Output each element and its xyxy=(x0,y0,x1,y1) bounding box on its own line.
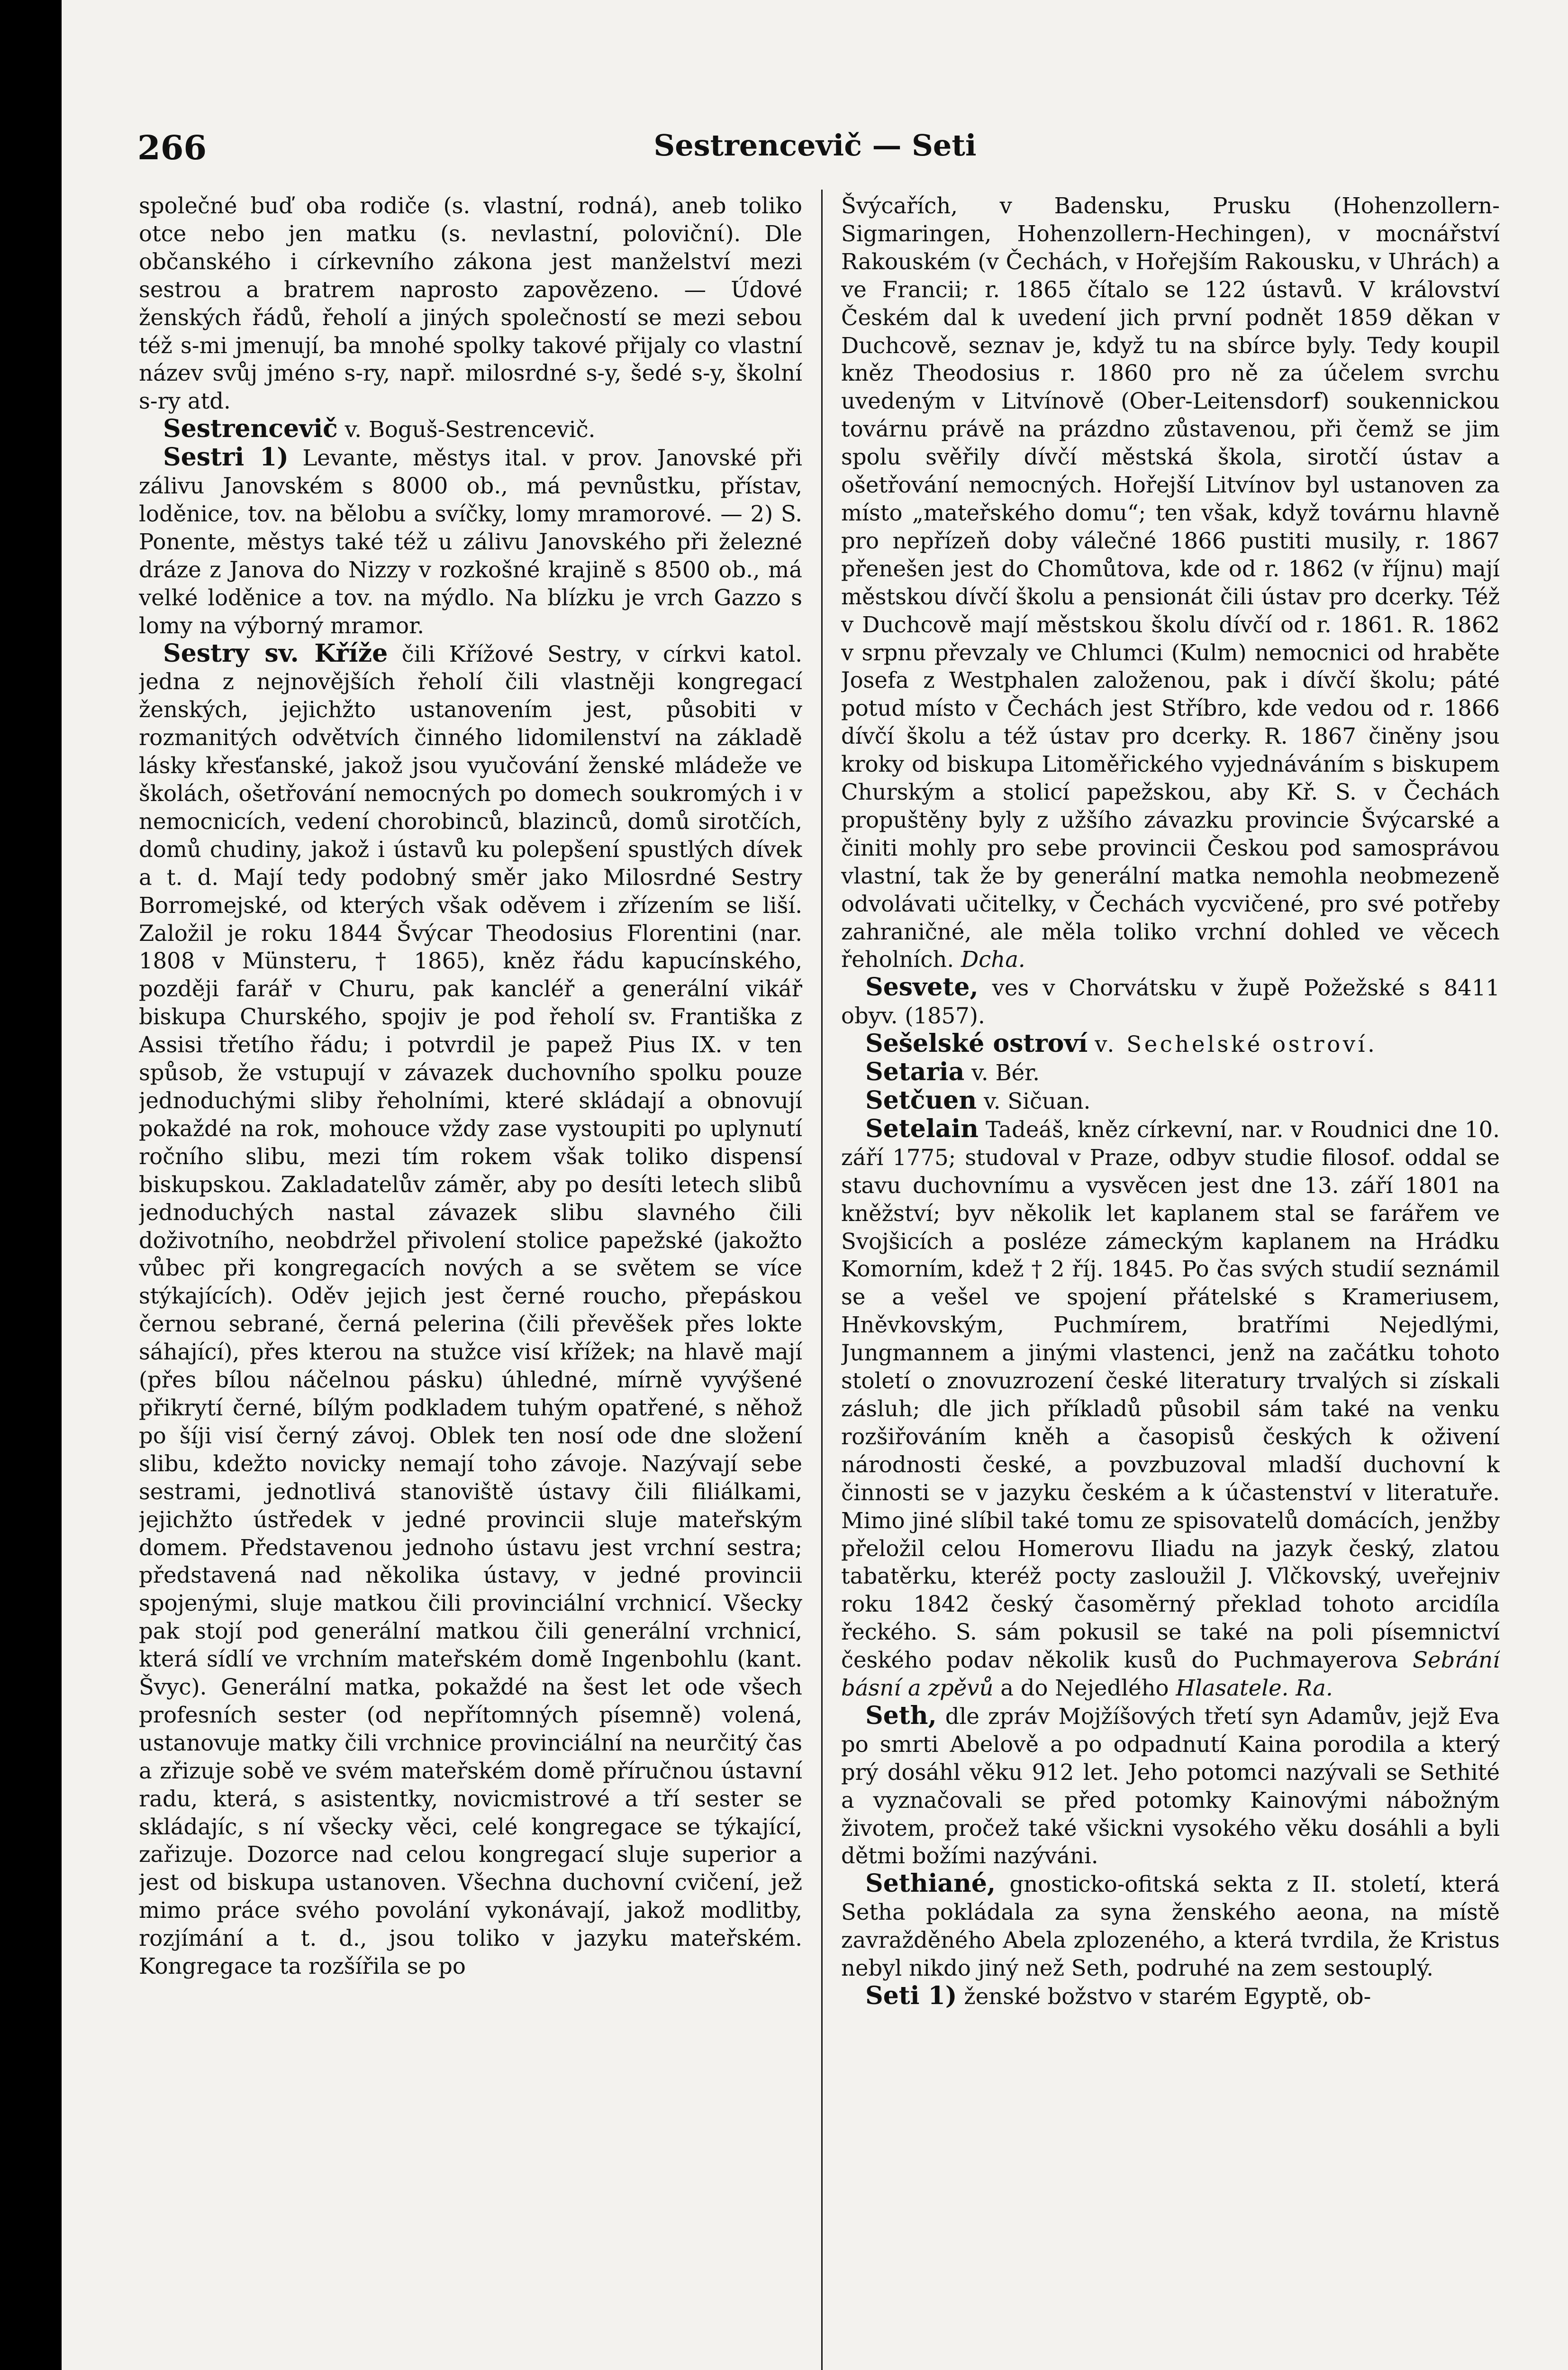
right-column xyxy=(841,192,1500,2370)
headword: Setaria xyxy=(865,1057,965,1087)
entry-setaria xyxy=(841,1058,1500,1087)
entry-text: v. Boguš-Sestrencevič. xyxy=(344,417,596,443)
entry-sestri xyxy=(139,444,802,639)
entry-text: v. Bér. xyxy=(971,1060,1040,1086)
entry-text: gnosticko-ofitská sekta z II. století, která Setha pokládala za syna ženského aeona, na místě zavražděného Abela zplozeného, a která tvrdila, že Kristus nebyl nikdo jiný než Seth, podruhé na zem sestouplý. xyxy=(841,1871,1500,1981)
work-title: Sebrání básní a zpěvů xyxy=(841,1647,1500,1701)
page-header xyxy=(137,128,1493,180)
page xyxy=(62,0,1568,2370)
entry-text: Tadeáš, kněz církevní, nar. v Roudnici dne 10. září 1775; studoval v Praze, odbyv studie filosof. oddal se stavu duchovnímu a vysvěcen jest dne 13. září 1801 na kněžství; byv několik let kaplanem stal se farářem ve Svojšicích a posléze zámeckým kaplanem na Hrádku Komorním, kdež † 2 říj. 1845. Po čas svých studií seznámil se a vešel ve spojení přátelské s Krameriusem, Hněvkovským, Puchmírem, bratřími Nejedlými, Jungmannem a jinými vlastenci, jenž na začátku tohoto století o znovuzrození české literatury trvalých si získali zásluh; dle jich příkladů působil sám také na venku rozšiřováním kněh a časopisů českých k oživení národnosti české, a povzbuzoval mladší duchovní k činnosti se v jazyku českém a k účastenství v literatuře. Mimo jiné slíbil také tomu ze spisovatelů domácích, jenžby přeložil celou Homerovu Iliadu na jazyk český, zlatou tabatěrku, kteréž pocty zasloužil J. Vlčkovský, uveřejniv roku 1842 český časoměrný překlad tohoto arcidíla řeckého. S. sám pokusil se také na poli písemnictví českého podav několik kusů do Puchmayerova xyxy=(841,1116,1500,1673)
entry-sestrencevic xyxy=(139,415,802,444)
headword: Sestry sv. Kříže xyxy=(163,638,388,668)
work-title: Hlasatele. xyxy=(1176,1675,1289,1701)
headword: Sestrencevič xyxy=(163,414,338,444)
entry-text: čili Křížové Sestry, v církvi katol. jedna z nejnovějších řeholí čili vlastněji kongregací ženských, jejichžto ustanovením jest, působiti v rozmanitých odvětvích činného lidomilenství na základě lásky křesťanské, jakož jsou vyučování ženské mládeže ve školách, ošetřování nemocných po domech soukromých i v nemocnicích, vedení chorobinců, blazinců, domů sirotčích, domů chudiny, jakož i ústavů ku polepšení spustlých dívek a t. d. Mají tedy podobný směr jako Milosrdné Sestry Borromejské, od kterých však oděvem i zřízením se liší. Založil je roku 1844 Švýcar Theodosius Florentini (nar. 1808 v Münsteru, † 1865), kněz řádu kapucínského, později farář v Churu, pak kancléř a generální vikář biskupa Churského, spojiv je pod řeholí sv. Františka z Assisi třetího řádu; i potvrdil je papež Pius IX. v ten spůsob, že vstupují v závazek duchovního spolku pouze jednoduchými sliby řeholními, které skládají a obnovují pokaždé na rok, mohouce vždy zase vystoupiti po uplynutí ročního slibu, mezi tím rokem však toliko dispensí biskupskou. Zakladatelův záměr, aby po desíti letech slibů jednoduchých nastal závazek slibu slavného čili doživotního, neobdržel přivolení stolice papežské (jakožto vůbec při kongregacích nových a se světem se více stýkajících). Oděv jejich jest černé roucho, přepáskou černou sebrané, černá pelerina (čili převěšek přes lokte sáhající), přes kterou na stužce visí křížek; na hlavě mají (přes bílou náčelnou pásku) úhledné, mírně vyvýšené přikrytí černé, bílým podkladem tuhým opatřené, s něhož po šíji visí černý závoj. Oblek ten nosí ode dne složení slibu, kdežto novicky nemají toho závoje. Nazývají sebe sestrami, jednotlivá stanoviště ústavy čili filiálkami, jejichžto ústředek v jedné provincii sluje mateřským domem. Představenou jednoho ústavu jest vrchní sestra; představená nad několika ústavy, v jedné provincii spojenými, sluje matkou čili provinciální vrchnicí. Všecky pak stojí pod generální matkou čili generální vrchnicí, která sídlí ve vrchním mateřském domě Ingenbohlu (kant. Švyc). Generální matka, pokaždé na šest let ode všech profesních sester (od nepřítomných písemně) volená, ustanovuje matky čili vrchnice provinciální na neurčitý čas a zřizuje sobě ve svém mateřském domě příručnou ústavní radu, která, s asistentky, novicmistrové a tří sester se skládajíc, s ní všecky věci, celé kongregace se týkající, zařizuje. Dozorce nad celou kongregací sluje superior a jest od biskupa ustanoven. Všechna duchovní cvičení, jež mimo práce svého povolání vykonávají, jakož modlitby, rozjímání a t. d., jsou toliko v jazyku mateřském. Kongregace ta rozšířila se po xyxy=(139,641,802,1979)
entry-text: Švýcařích, v Badensku, Prusku (Hohenzollern-Sigmaringen, Hohenzollern-Hechingen), v mocnářství Rakouském (v Čechách, v Hořejším Rakousku, v Uhrách) a ve Francii; r. 1865 čítalo se 122 ústavů. V království Českém dal k uvedení jich první podnět 1859 děkan v Duchcově, seznav je, když tu na sbírce byly. Tedy koupil kněz Theodosius r. 1860 pro ně za účelem svrchu uvedeným v Litvínově (Ober-Leitensdorf) soukennickou továrnu právě na prázdno zůstavenou, při čemž se jim spolu svěřily dívčí městská škola, sirotčí ústav a ošetřování nemocných. Hořejší Litvínov byl ustanoven za místo „mateřského domu“; ten však, když továrnu hlavně pro nepřízeň doby válečné 1866 pustiti musily, r. 1867 přenešen jest do Chomůtova, kde od r. 1862 (v říjnu) mají městskou dívčí školu a pensionát čili ústav pro dcerky. Též v Duchcově mají městskou školu dívčí od r. 1861. R. 1862 v srpnu převzaly ve Chlumci (Kulm) nemocnici od hraběte Josefa z Westphalen založenou, pak i dívčí školu; páté potud místo v Čechách jest Stříbro, kde vedou od r. 1866 dívčí školu a též ústav pro dcerky. R. 1867 činěny jsou kroky od biskupa Litoměřického vyjednáváním s biskupem Churským a stolicí papežskou, aby Kř. S. v Čechách propuštěny byly z užšího závazku provincie Švýcarské a činiti mohly pro sebe provincii Českou pod samosprávou vlastní, tak že by generální matka nemohla neobmezeně odvolávati učitelky, v Čechách vycvičené, pro své potřeby zahraničné, ale měla toliko vrchní dohled ve věcech řeholních. xyxy=(841,193,1500,973)
headword: Seti 1) xyxy=(865,1981,957,2010)
entry-text: v. Sičuan. xyxy=(983,1088,1091,1114)
entry-text: dle zpráv Mojžíšových třetí syn Adamův, jejž Eva po smrti Abelově a po odpadnutí Kaina porodila a který prý dosáhl věku 912 let. Jeho potomci nazývali se Sethité a vyznačovali se před potomky Kainovými nábožným životem, pročež také všickni vysokého věku dosáhli a byli dětmi božími nazýváni. xyxy=(841,1703,1500,1869)
column-divider xyxy=(821,190,823,2370)
author-signature: Ra. xyxy=(1296,1675,1333,1701)
entry-text: v. Sechelské ostroví. xyxy=(1095,1031,1378,1057)
entry-sestry-sv-krize xyxy=(139,640,802,1981)
entry-sestra-continuation: společné buď oba rodiče (s. vlastní, rodná), aneb toliko otce nebo jen matku (s. nevlastní, polovičnί). Dle občanského i církevního zákona jest manželství mezi sestrou a bratrem naprosto zapovězeno. — Údové ženských řádů, řeholí a jiných společností se mezi sebou též s-mi jmenují, ba mnohé spolky takové přijaly co vlastní název svůj jméno s-ry, např. milosrdné s-y, šedé s-y, školní s-ry atd. xyxy=(139,193,802,414)
entry-seti xyxy=(841,1982,1500,2011)
entry-setelain xyxy=(841,1115,1500,1702)
entry-text: ženské božstvo v starém Egyptě, ob- xyxy=(964,1984,1371,2009)
headword: Setelain xyxy=(865,1114,979,1143)
page-number: 266 xyxy=(137,128,207,167)
entry-text: Levante, městys ital. v prov. Janovské při zálivu Janovském s 8000 ob., má pevnůstku, přístav, loděnice, tov. na bělobu a svíčky, lomy mramorové. — 2) S. Ponente, městys také též u zálivu Janovského při železné dráze z Janova do Nizzy v rozkošné krajině s 8500 ob., má velké loděnice a tov. na mýdlo. Na blízku je vrch Gazzo s lomy na výborný mramor. xyxy=(139,445,802,638)
entry-sestry-continuation xyxy=(841,192,1500,974)
left-column xyxy=(139,192,802,2370)
entry-sesvete xyxy=(841,974,1500,1030)
entry-seselske-ostrovi xyxy=(841,1030,1500,1058)
headword: Sešelské ostroví xyxy=(865,1029,1088,1058)
entry-text: a do Nejedlého xyxy=(1000,1675,1169,1701)
author-signature: Dcha. xyxy=(961,947,1025,973)
headword: Seth, xyxy=(865,1701,937,1730)
entry-seth xyxy=(841,1702,1500,1870)
headword: Setčuen xyxy=(865,1086,977,1115)
headword: Sesvete, xyxy=(865,973,979,1002)
entry-setcuen xyxy=(841,1087,1500,1115)
entry-sethiane xyxy=(841,1870,1500,1982)
running-head: Sestrencevič — Seti xyxy=(653,128,977,163)
entry-text: ves v Chorvátsku v župě Požežské s 8411 obyv. (1857). xyxy=(841,975,1500,1029)
headword: Sestri 1) xyxy=(163,443,289,472)
headword: Sethiané, xyxy=(865,1869,996,1898)
